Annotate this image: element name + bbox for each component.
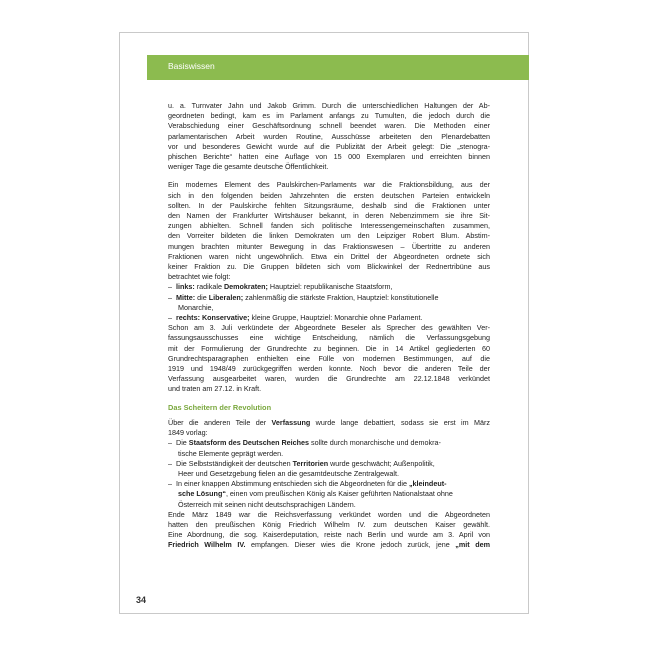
text-line: weniger Tage die gesamte deutsche Öffentlichkeit. bbox=[168, 162, 329, 172]
list-bold: Liberalen; bbox=[208, 292, 244, 302]
list-bold: Demokraten; bbox=[223, 282, 268, 292]
text-line: mungen brachten mitunter Bewegung in das Fraktionswesen – Übertritte zu anderen bbox=[168, 241, 490, 251]
list-item-continuation bbox=[168, 489, 490, 499]
page-number: 34 bbox=[136, 595, 147, 605]
text-line: Verfassung ausgearbeitet waren, wurden die Grundrechte am 22.12.1848 verkündet bbox=[168, 374, 490, 384]
list-item: – rechts: Konservative; kleine Gruppe, Hauptziel: Monarchie ohne Parlament. bbox=[168, 313, 423, 323]
paragraph-1 bbox=[168, 101, 490, 172]
list-item: – links: radikale Demokraten; Hauptziel: republikanische Staatsform, bbox=[168, 282, 393, 292]
list-text: die bbox=[195, 292, 209, 302]
text-run: , einen vom preußischen König als Kaiser geführten Nationalstaat ohne bbox=[225, 489, 453, 499]
text-bold: „kleindeut- bbox=[408, 479, 447, 489]
faction-list bbox=[168, 282, 490, 323]
paragraph-4 bbox=[168, 510, 490, 551]
text-line: betrachtet wie folgt: bbox=[168, 272, 231, 282]
text-bold: sche Lösung“ bbox=[178, 489, 226, 499]
text-line: zungen abhielten. Schnell fanden sich politische Interessengemeinschaften zusammen, bbox=[168, 221, 490, 231]
section-header-title: Basiswissen bbox=[168, 61, 215, 71]
text-bold: Territorien bbox=[292, 458, 329, 468]
text-line: hatten den preußischen König Friedrich Wilhelm IV. zum deutschen Kaiser gewählt. bbox=[168, 519, 490, 529]
text-run: Die bbox=[176, 438, 189, 448]
list-item: – Mitte: die Liberalen; zahlenmäßig die stärkste Fraktion, Hauptziel: konstitutionelle bbox=[168, 292, 439, 302]
text-line: Eine Abordnung, die sog. Kaiserdeputation, reiste nach Berlin und wurde am 3. April von bbox=[168, 530, 490, 540]
list-item-continuation: Heer und Gesetzgebung fielen an die gesamtdeutsche Zentralgewalt. bbox=[178, 468, 399, 478]
text-run: Über die anderen Teile der bbox=[168, 417, 272, 427]
list-item: – Die Staatsform des Deutschen Reiches sollte durch monarchische und demokra- bbox=[168, 438, 441, 448]
text-bold: Friedrich Wilhelm IV. bbox=[168, 540, 246, 550]
text-run: empfangen. Dieser wies die Krone jedoch zurück, jene bbox=[245, 540, 456, 550]
text-bold: „mit dem bbox=[455, 540, 490, 550]
list-item: – In einer knappen Abstimmung entschieden sich die Abgeordneten für die „kleindeut- bbox=[168, 479, 447, 489]
text-run: In einer knappen Abstimmung entschieden sich die Abgeordneten für die bbox=[176, 479, 409, 489]
text-line: Ein modernes Element des Paulskirchen-Parlaments war die Fraktionsbildung, aus der bbox=[168, 180, 490, 190]
text-line: sich in den folgenden beiden Jahrzehnten die ersten deutschen Parteien entwickeln bbox=[168, 190, 490, 200]
text-line: sollten. In der Paulskirche fehlten Sitzungsräume, deshalb sind die Fraktionen unter bbox=[168, 200, 490, 210]
text-run: sollte durch monarchische und demokra- bbox=[309, 438, 441, 448]
text-line: u. a. Turnvater Jahn und Jakob Grimm. Durch die unterschiedlichen Haltungen der Ab- bbox=[168, 101, 490, 110]
text-line: phischen Berichte“ hatten eine Auflage von 15 000 Exemplaren und erreichten binnen bbox=[168, 152, 490, 162]
list-text: kleine Gruppe, Hauptziel: Monarchie ohne Parlament. bbox=[249, 313, 423, 323]
text-run: wurde lange debattiert, sodass sie erst im März bbox=[310, 417, 490, 427]
text-line: Fraktionen waren nicht ungewöhnlich. Etwa ein Drittel der Abgeordneten ordnete sich bbox=[168, 251, 490, 261]
list-item-continuation: Monarchie, bbox=[178, 302, 214, 312]
text-line bbox=[168, 540, 490, 550]
text-line: Schon am 3. Juli verkündete der Abgeordnete Beseler als Sprecher des gewählten Ver- bbox=[168, 323, 490, 333]
section-2-intro bbox=[168, 418, 490, 438]
section-heading: Das Scheitern der Revolution bbox=[168, 402, 272, 412]
text-line: parlamentarischen Arbeit wurden Routine, Ausschüsse arbeiteten den Plenardebatten bbox=[168, 131, 490, 141]
paragraph-2 bbox=[168, 180, 490, 282]
book-page bbox=[119, 32, 529, 614]
text-line: vor und besonderes Gewicht wurde auf die Publizität der Arbeit gelegt: Die „stenogra- bbox=[168, 141, 490, 151]
text-line: den Namen der Frankfurter Wirtshäuser bekannt, in deren Nebenzimmern sie ihre Sit- bbox=[168, 211, 490, 221]
paragraph-3 bbox=[168, 323, 490, 394]
text-line: Verabschiedung einer Geschäftsordnung schnell beendet waren. Die Methoden einer bbox=[168, 121, 490, 131]
text-run: Die Selbstständigkeit der deutschen bbox=[176, 458, 293, 468]
text-bold: Verfassung bbox=[271, 417, 311, 427]
list-text: Hauptziel: republikanische Staatsform, bbox=[267, 282, 393, 292]
list-text: zahlenmäßig die stärkste Fraktion, Hauptziel: konstitutionelle bbox=[243, 292, 439, 302]
body-text bbox=[168, 101, 490, 551]
text-line: fassungsausschusses eine wichtige Entscheidung, nämlich die Verfassungsgebung bbox=[168, 333, 490, 343]
faction-label: links: bbox=[176, 282, 195, 292]
text-line: mit der Formulierung der Grundrechte zu beginnen. Die in 14 Artikel gegliederten 60 bbox=[168, 343, 490, 353]
text-line: geordneten bedingt, kam es im Parlament anfangs zu Tumulten, die jedoch durch die bbox=[168, 111, 490, 121]
text-line: 1849 vorlag: bbox=[168, 428, 208, 438]
faction-label: Mitte: bbox=[176, 292, 196, 302]
section-header-bar bbox=[147, 55, 529, 80]
text-line bbox=[168, 418, 490, 428]
faction-label: rechts: Konservative; bbox=[176, 313, 250, 323]
list-item-continuation: tische Elemente geprägt werden. bbox=[178, 448, 284, 458]
text-line: den Vorreiter bildeten die linken Demokraten um den Leipziger Robert Blum. Abstim- bbox=[168, 231, 490, 241]
text-run: wurde geschwächt; Außenpolitik, bbox=[328, 458, 435, 468]
text-line: 1919 und 1948/49 zurückgegriffen werden konnte. Noch bevor die anderen Teile der bbox=[168, 364, 490, 374]
text-line: Grundrechtsparagraphen enthielten eine Fülle von modernen Bestimmungen, auf die bbox=[168, 353, 490, 363]
text-bold: Staatsform des Deutschen Reiches bbox=[188, 438, 310, 448]
list-item-continuation: Österreich mit seinen nicht deutschsprachigen Ländern. bbox=[178, 499, 356, 509]
text-line: keiner Fraktion zu. Die Gruppen bildeten sich vom Blickwinkel der Rednertribüne aus bbox=[168, 262, 490, 272]
list-text: radikale bbox=[194, 282, 224, 292]
text-line: Ende März 1849 war die Reichsverfassung verkündet worden und die Abgeordneten bbox=[168, 509, 490, 519]
list-item: – Die Selbstständigkeit der deutschen Territorien wurde geschwächt; Außenpolitik, bbox=[168, 458, 435, 468]
constitution-list bbox=[168, 438, 490, 509]
text-line: und traten am 27.12. in Kraft. bbox=[168, 384, 262, 394]
